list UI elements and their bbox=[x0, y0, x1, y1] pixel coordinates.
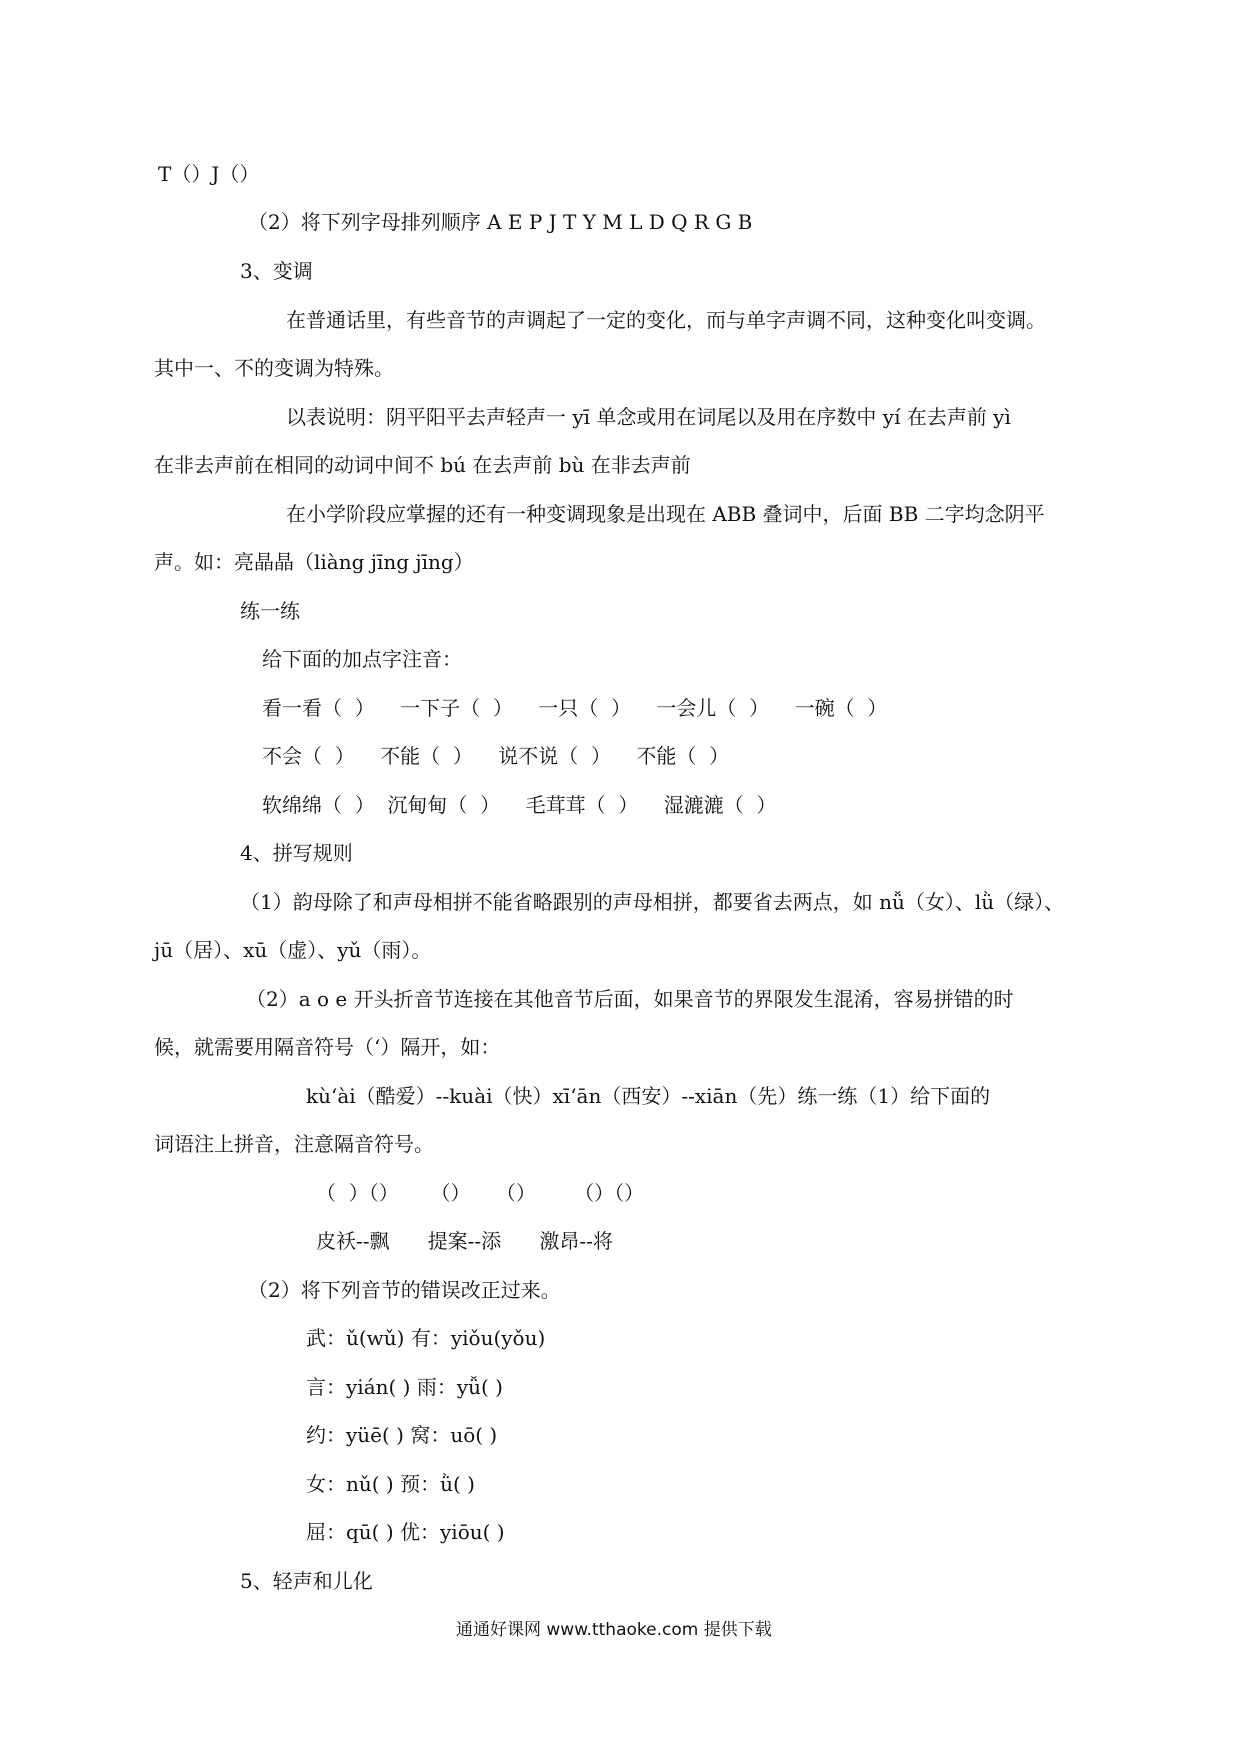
paragraph-line: 以表说明：阴平阳平去声轻声一 yī 单念或用在词尾以及用在序数中 yí 在去声前 yì bbox=[286, 405, 1011, 429]
paragraph-line: （1）韵母除了和声母相拼不能省略跟别的声母相拼，都要省去两点，如 nǚ（女）、lǜ（绿）、 bbox=[240, 890, 1065, 914]
correction-item: 女：nǔ( ) 预：ǜ( ) bbox=[306, 1472, 475, 1496]
paragraph-line: 声。如：亮晶晶（liàng jīng jīng） bbox=[154, 550, 474, 574]
practice-row: 看一看（ ） 一下子（ ） 一只（ ） 一会儿（ ） 一碗（ ） bbox=[262, 696, 888, 720]
paragraph-line: 在非去声前在相同的动词中间不 bú 在去声前 bù 在非去声前 bbox=[154, 453, 691, 477]
section-heading-neutral-tone: 5、轻声和儿化 bbox=[240, 1569, 373, 1593]
practice-instruction: 给下面的加点字注音： bbox=[262, 647, 462, 671]
paragraph-line: kù‘ài（酷爱）--kuài（快）xī‘ān（西安）--xiān（先）练一练（1）给下面的 bbox=[306, 1084, 991, 1108]
paragraph-line: 在小学阶段应掌握的还有一种变调现象是出现在 ABB 叠词中，后面 BB 二字均念阴平 bbox=[286, 502, 1045, 526]
section-heading-tone-change: 3、变调 bbox=[240, 259, 313, 283]
paragraph-line: 其中一、不的变调为特殊。 bbox=[154, 356, 394, 380]
answer-blanks-line: T（）J（） bbox=[158, 162, 260, 186]
paragraph-line: jū（居）、xū（虚）、yǔ（雨）。 bbox=[154, 938, 432, 962]
exercise-alphabet-order: （2）将下列字母排列顺序 A E P J T Y M L D Q R G B bbox=[248, 210, 753, 234]
paragraph-line: 候，就需要用隔音符号（‘）隔开，如： bbox=[154, 1035, 501, 1059]
practice-row: 不会（ ） 不能（ ） 说不说（ ） 不能（ ） bbox=[262, 744, 730, 768]
paragraph-line: 在普通话里，有些音节的声调起了一定的变化，而与单字声调不同，这种变化叫变调。 bbox=[286, 308, 1046, 332]
section-heading-spelling-rules: 4、拼写规则 bbox=[240, 841, 353, 865]
correction-item: 言：yián( ) 雨：yǚ( ) bbox=[306, 1375, 503, 1399]
word-pairs-row: 皮袄--飘 提案--添 激昂--将 bbox=[316, 1229, 613, 1253]
practice-heading: 练一练 bbox=[240, 599, 300, 623]
exercise-correction-heading: （2）将下列音节的错误改正过来。 bbox=[248, 1278, 561, 1302]
paragraph-line: （2）a o e 开头折音节连接在其他音节后面，如果音节的界限发生混淆，容易拼错的时 bbox=[246, 987, 1014, 1011]
paragraph-line: 词语注上拼音，注意隔音符号。 bbox=[154, 1132, 434, 1156]
pinyin-blanks-row: （ ）（） （） （） （）（） bbox=[316, 1181, 645, 1205]
correction-item: 屈：qū( ) 优：yiōu( ) bbox=[306, 1520, 505, 1544]
correction-item: 武：ǔ(wǔ) 有：yiǒu(yǒu) bbox=[306, 1326, 546, 1350]
practice-row: 软绵绵（ ） 沉甸甸（ ） 毛茸茸（ ） 湿漉漉（ ） bbox=[262, 793, 777, 817]
page-footer: 通通好课网 www.tthaoke.com 提供下载 bbox=[456, 1620, 772, 1640]
correction-item: 约：yüē( ) 窝：uō( ) bbox=[306, 1423, 498, 1447]
